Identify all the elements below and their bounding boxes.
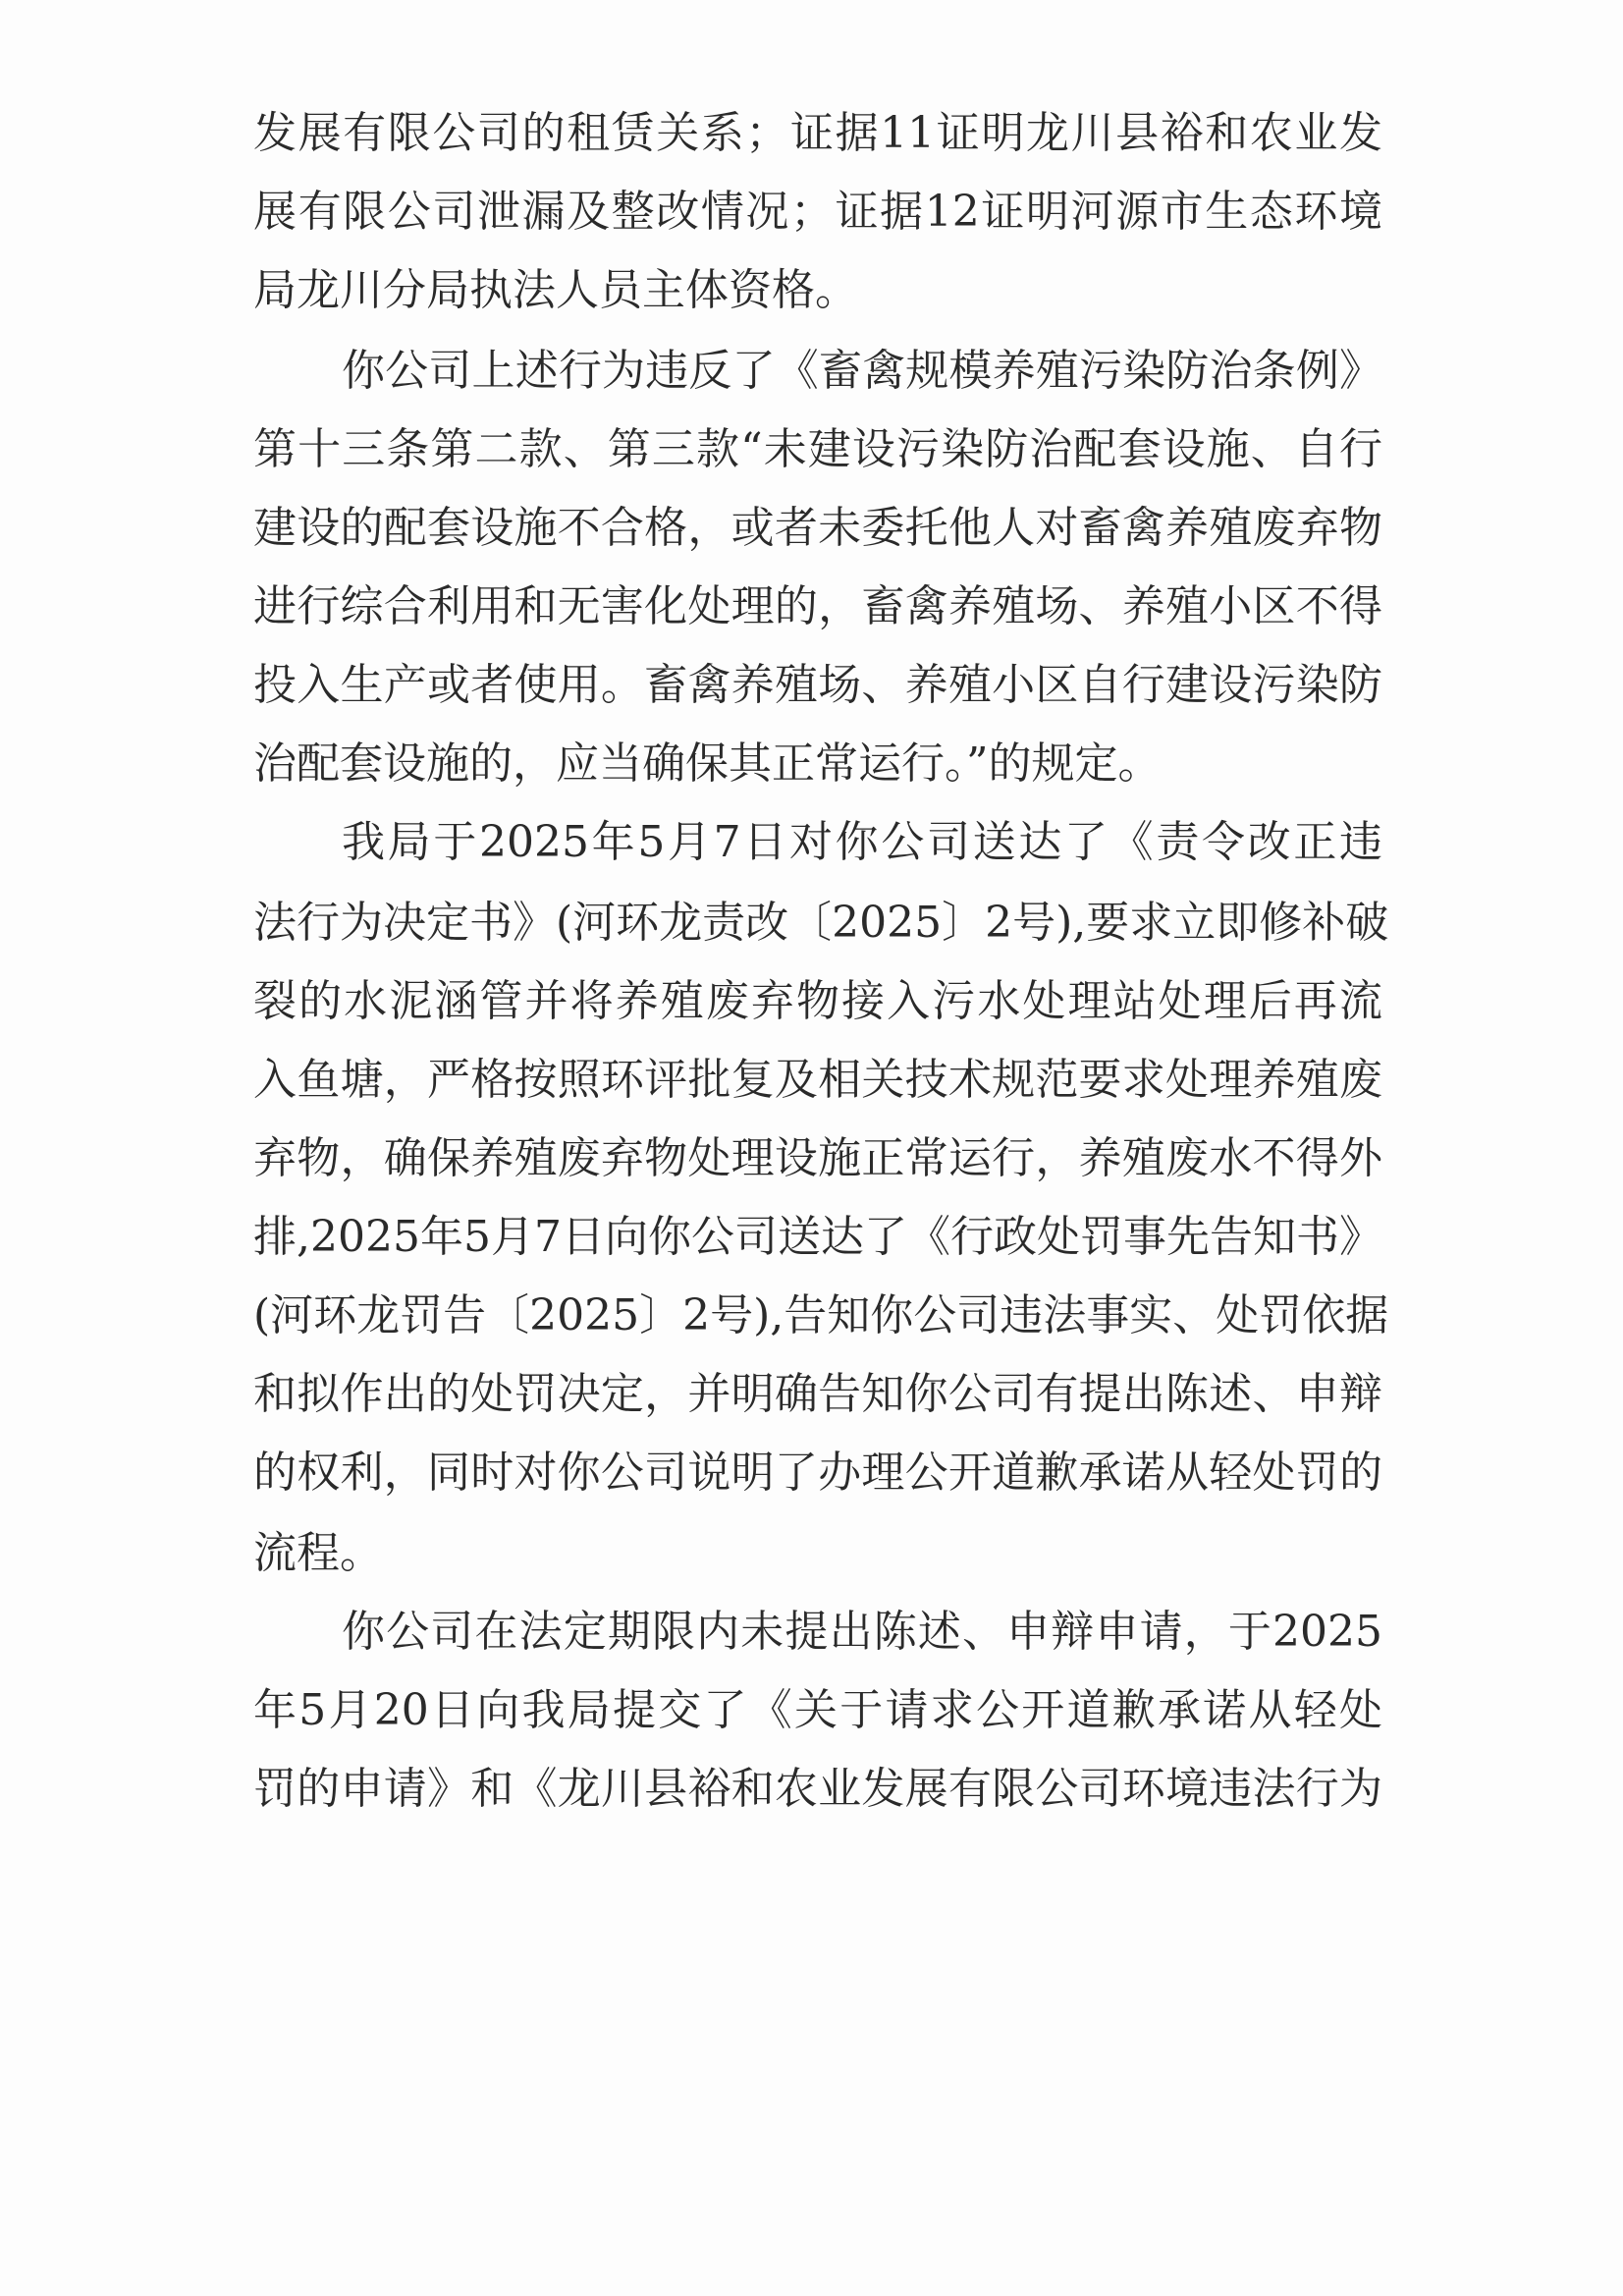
paragraph-2-line-5: 投入生产或者使用。畜禽养殖场、养殖小区自行建设污染防 xyxy=(253,660,1382,710)
paragraph-2-line-3: 建设的配套设施不合格，或者未委托他人对畜禽养殖废弃物 xyxy=(253,503,1382,553)
paragraph-4-line-1: 你公司在法定期限内未提出陈述、申辩申请，于2025 xyxy=(342,1607,1382,1657)
paragraph-2-line-4: 进行综合利用和无害化处理的，畜禽养殖场、养殖小区不得 xyxy=(253,581,1382,631)
paragraph-3-line-4: 入鱼塘，严格按照环评批复及相关技术规范要求处理养殖废 xyxy=(253,1055,1382,1105)
paragraph-2-line-2: 第十三条第二款、第三款“未建设污染防治配套设施、自行 xyxy=(253,424,1382,474)
paragraph-3-line-3: 裂的水泥涵管并将养殖废弃物接入污水处理站处理后再流 xyxy=(253,976,1382,1026)
paragraph-3-line-5: 弃物，确保养殖废弃物处理设施正常运行，养殖废水不得外 xyxy=(253,1133,1382,1183)
paragraph-3-line-10: 流程。 xyxy=(253,1528,383,1578)
text-line-2: 展有限公司泄漏及整改情况；证据12证明河源市生态环境 xyxy=(253,187,1382,237)
paragraph-3-line-8: 和拟作出的处罚决定，并明确告知你公司有提出陈述、申辩 xyxy=(253,1369,1382,1419)
paragraph-4-line-2: 年5月20日向我局提交了《关于请求公开道歉承诺从轻处 xyxy=(253,1685,1382,1735)
paragraph-4-line-3: 罚的申请》和《龙川县裕和农业发展有限公司环境违法行为 xyxy=(253,1764,1382,1814)
text-line-3: 局龙川分局执法人员主体资格。 xyxy=(253,265,858,315)
paragraph-3-line-1: 我局于2025年5月7日对你公司送达了《责令改正违 xyxy=(342,817,1382,867)
paragraph-3-line-9: 的权利，同时对你公司说明了办理公开道歉承诺从轻处罚的 xyxy=(253,1448,1382,1498)
text-line-1: 发展有限公司的租赁关系；证据11证明龙川县裕和农业发 xyxy=(253,108,1382,158)
paragraph-3-line-2: 法行为决定书》(河环龙责改〔2025〕2号),要求立即修补破 xyxy=(253,898,1389,948)
paragraph-2-line-1: 你公司上述行为违反了《畜禽规模养殖污染防治条例》 xyxy=(342,346,1382,396)
paragraph-3-line-6: 排,2025年5月7日向你公司送达了《行政处罚事先告知书》 xyxy=(253,1212,1382,1262)
paragraph-3-line-7: (河环龙罚告〔2025〕2号),告知你公司违法事实、处罚依据 xyxy=(253,1290,1389,1340)
paragraph-2-line-6: 治配套设施的，应当确保其正常运行。”的规定。 xyxy=(253,738,1162,789)
